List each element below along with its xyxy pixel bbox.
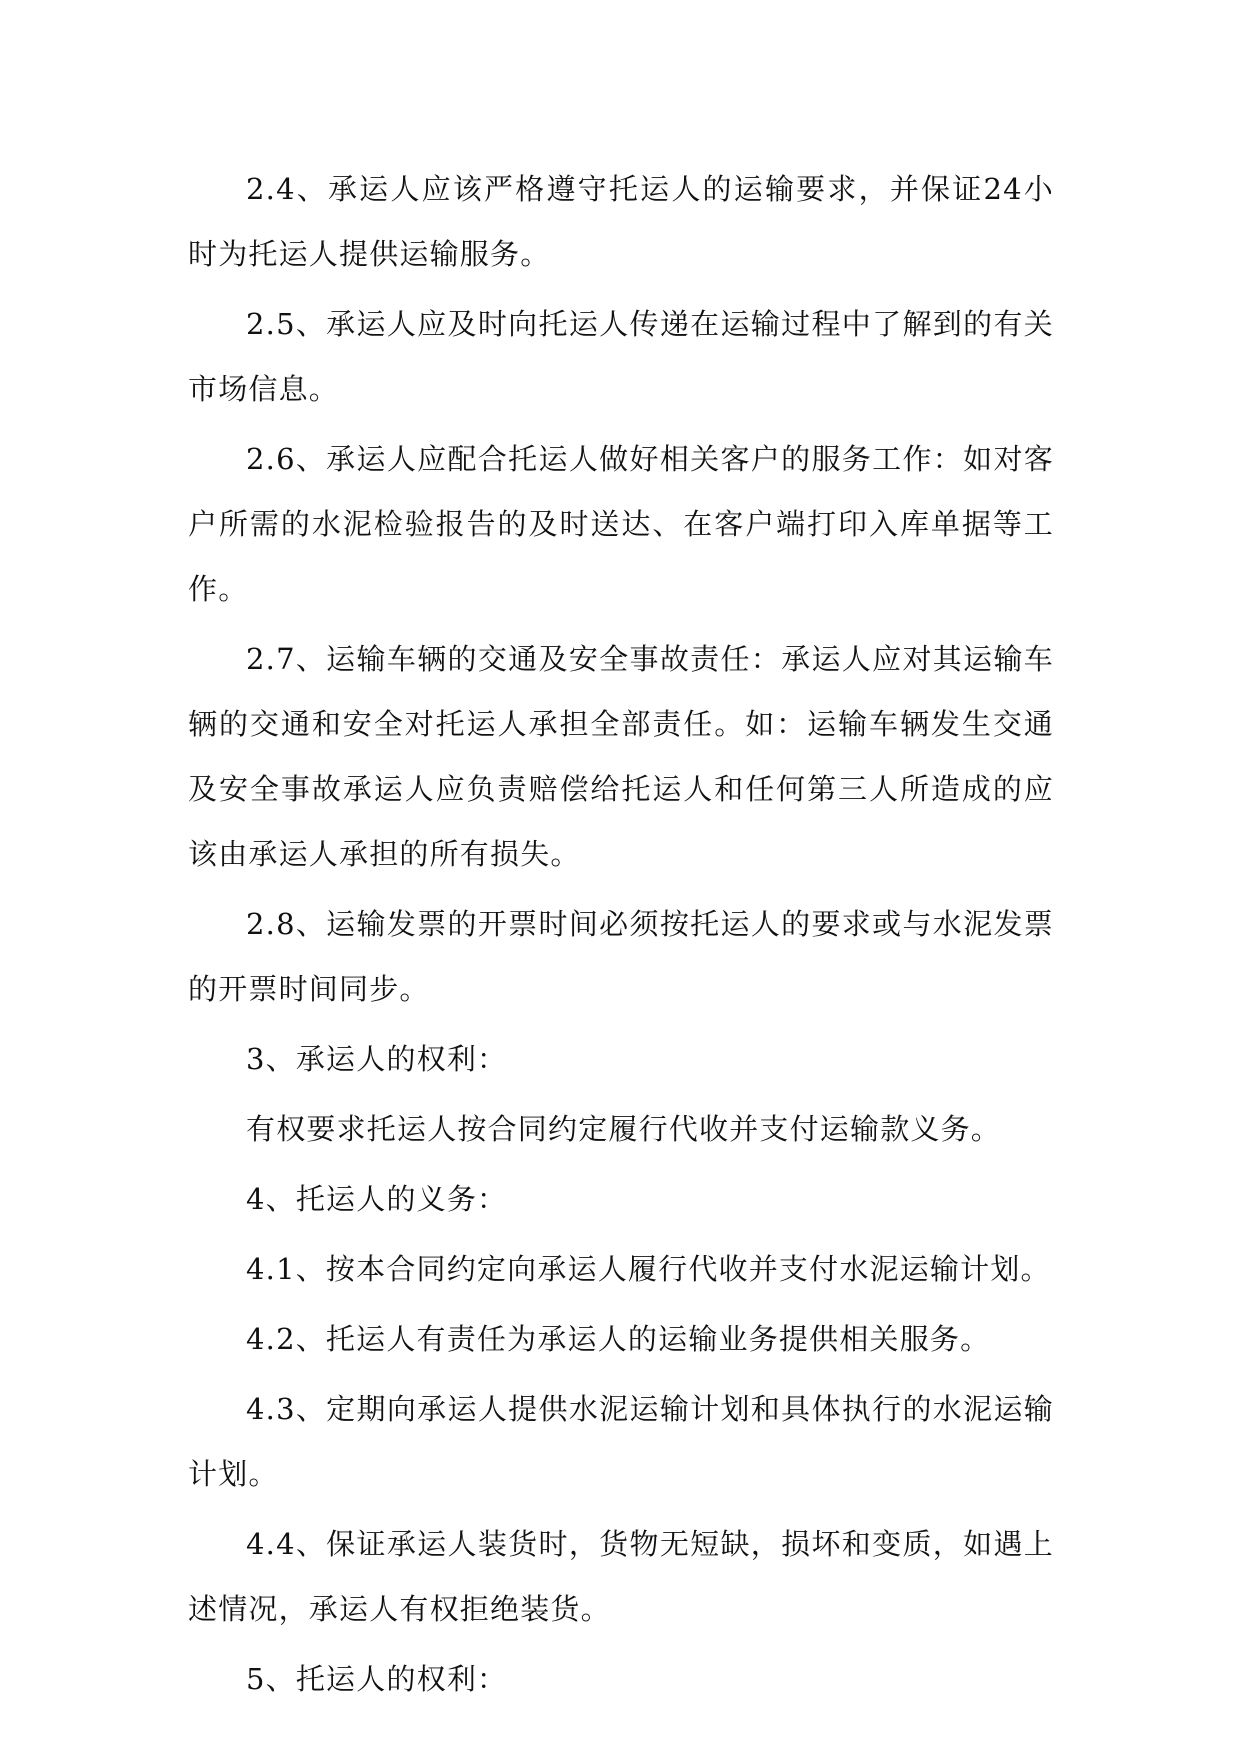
paragraph-carrier-rights: 有权要求托运人按合同约定履行代收并支付运输款义务。 xyxy=(246,1112,1002,1146)
paragraph-2-5: 2.5、承运人应及时向托运人传递在运输过程中了解到的有关市场信息。 xyxy=(188,307,1054,406)
paragraph-4-4: 4.4、保证承运人装货时，货物无短缺，损坏和变质，如遇上述情况，承运人有权拒绝装货。 xyxy=(188,1527,1054,1626)
paragraph-2-7: 2.7、运输车辆的交通及安全事故责任：承运人应对其运输车辆的交通和安全对托运人承担全部责任。如：运输车辆发生交通及安全事故承运人应负责赔偿给托运人和任何第三人所造成的应该由承运人承担的所有损失。 xyxy=(188,642,1054,871)
document-body xyxy=(188,157,1054,1717)
heading-shipper-rights: 5、托运人的权利： xyxy=(246,1662,508,1696)
paragraph-4-1: 4.1、按本合同约定向承运人履行代收并支付水泥运输计划。 xyxy=(246,1252,1051,1286)
paragraph-4-2: 4.2、托运人有责任为承运人的运输业务提供相关服务。 xyxy=(246,1322,991,1356)
paragraph-2-8: 2.8、运输发票的开票时间必须按托运人的要求或与水泥发票的开票时间同步。 xyxy=(188,907,1054,1006)
paragraph-2-4: 2.4、承运人应该严格遵守托运人的运输要求，并保证24小时为托运人提供运输服务。 xyxy=(188,172,1054,271)
heading-carrier-rights: 3、承运人的权利： xyxy=(246,1042,508,1076)
paragraph-4-3: 4.3、定期向承运人提供水泥运输计划和具体执行的水泥运输计划。 xyxy=(188,1392,1054,1491)
paragraph-2-6: 2.6、承运人应配合托运人做好相关客户的服务工作：如对客户所需的水泥检验报告的及时送达、在客户端打印入库单据等工作。 xyxy=(188,442,1054,606)
heading-shipper-obligations: 4、托运人的义务： xyxy=(246,1182,508,1216)
